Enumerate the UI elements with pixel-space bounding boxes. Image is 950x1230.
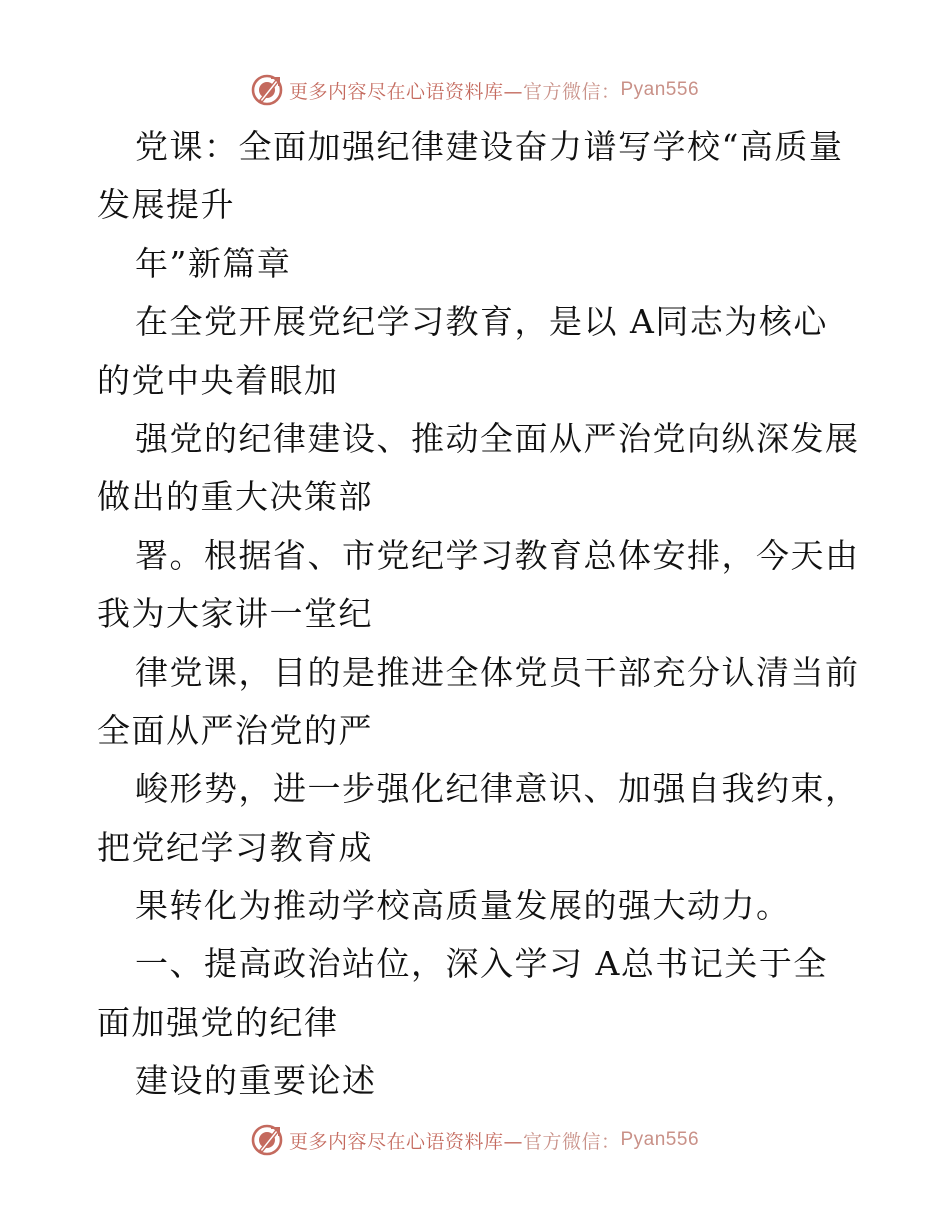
text-line: 面加强党的纪律 (97, 1002, 339, 1042)
watermark-wechat-label: 官方微信： (522, 1130, 621, 1153)
text-line: 全面从严治党的严 (97, 710, 373, 750)
watermark-text: 更多内容尽在心语资料库— (288, 80, 523, 103)
header-watermark (0, 70, 950, 110)
text-line: 的党中央着眼加 (97, 360, 339, 400)
quill-logo-icon (251, 74, 283, 106)
text-line: 果转化为推动学校高质量发展的强大动力。 (135, 886, 791, 926)
text-line: 年”新篇章 (135, 243, 292, 283)
text-line: 律党课，目的是推进全体党员干部充分认清当前 (135, 652, 860, 692)
footer-watermark (0, 1120, 950, 1160)
document-body (97, 118, 860, 1111)
watermark-wechat-label: 官方微信： (522, 80, 621, 103)
text-line: 一、提高政治站位，深入学习 A总书记关于全 (135, 944, 828, 984)
text-line: 强党的纪律建设、推动全面从严治党向纵深发展 (135, 418, 860, 458)
quill-logo-icon (251, 1124, 283, 1156)
text-line: 在全党开展党纪学习教育，是以 A同志为核心 (135, 302, 828, 342)
text-line: 发展提升 (97, 185, 235, 225)
text-line: 我为大家讲一堂纪 (97, 594, 373, 634)
watermark-wechat-id: Pyan556 (620, 79, 700, 100)
text-line: 做出的重大决策部 (97, 477, 373, 517)
watermark-wechat-id: Pyan556 (620, 1129, 700, 1150)
text-line: 建设的重要论述 (135, 1061, 377, 1101)
text-line: 把党纪学习教育成 (97, 827, 373, 867)
watermark-text: 更多内容尽在心语资料库— (288, 1130, 523, 1153)
text-line: 署。根据省、市党纪学习教育总体安排，今天由 (135, 535, 860, 575)
text-line: 峻形势，进一步强化纪律意识、加强自我约束， (135, 769, 860, 809)
text-line: 党课：全面加强纪律建设奋力谱写学校“高质量 (135, 127, 844, 166)
